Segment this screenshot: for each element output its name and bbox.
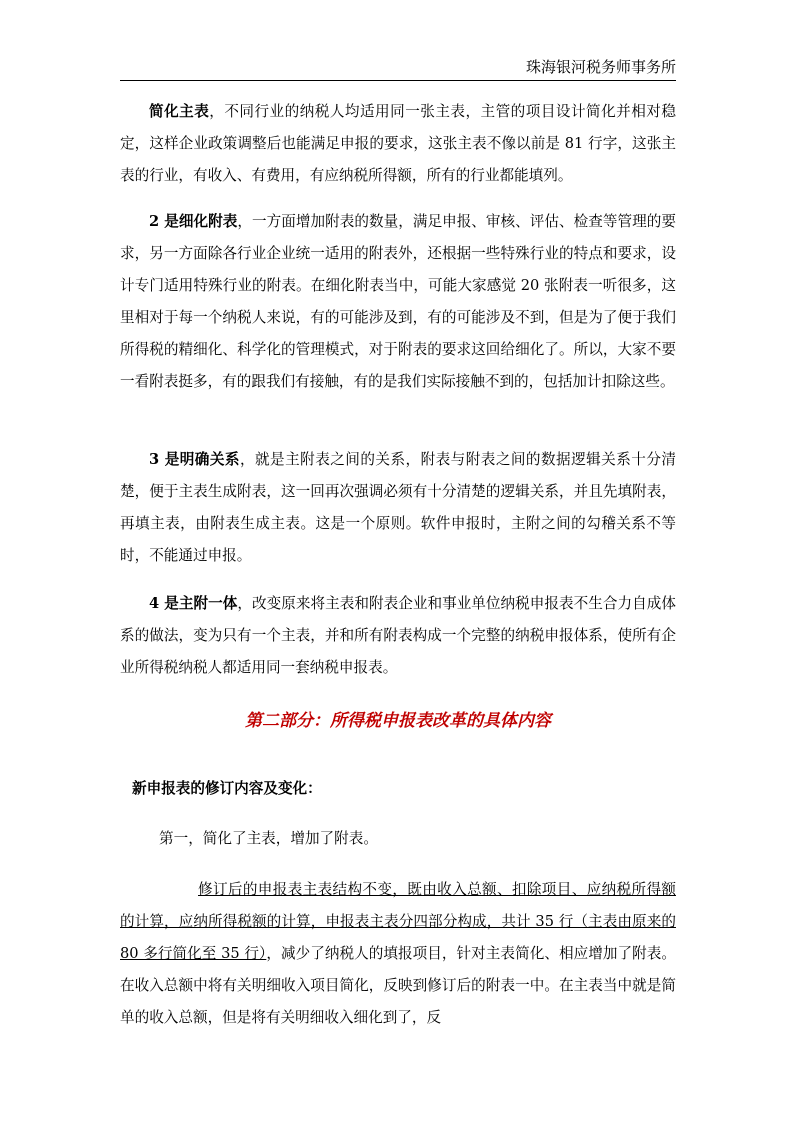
paragraph-lead: 3 是明确关系	[149, 451, 240, 468]
section-title: 第二部分：所得税申报表改革的具体内容	[245, 711, 551, 731]
paragraph-text: ，减少了纳税人的填报项目，针对主表简化、相应增加了附表。在收入总额中将有关明细收入项目简化，反映到修订后的附表一中。在主表当中就是简单的收入总额，但是将有关明细收入细化到了，反	[120, 945, 676, 1026]
paragraph-revision-details	[120, 874, 676, 1034]
point-one: 第一，简化了主表，增加了附表。	[159, 830, 378, 847]
paragraph-text: ，不同行业的纳税人均适用同一张主表，主管的项目设计简化并相对稳定，这样企业政策调整后也能满足申报的要求，这张主表不像以前是 81 行字，这张主表的行业，有收入、有费用，有应纳税所得额，所有的行业都能填列。	[120, 103, 676, 184]
paragraph-lead: 4 是主附一体	[149, 595, 238, 612]
page-header	[120, 56, 676, 81]
paragraph-simplify-main-table	[120, 96, 676, 192]
paragraph-text: ，一方面增加附表的数量，满足申报、审核、评估、检查等管理的要求，另一方面除各行业企业统一适用的附表外，还根据一些特殊行业的特点和要求，设计专门适用特殊行业的附表。在细化附表当中，可能大家感觉 20 张附表一听很多，这里相对于每一个纳税人来说，有的可能涉及到，有的可能涉及不到，但是为了便于我们所得税的精细化、科学化的管理模式，对于附表的要求这回给细化了。所以，大家不要一看附表挺多，有的跟我们有接触，有的是我们实际接触不到的，包括加计扣除这些。	[120, 213, 676, 390]
firm-name: 珠海银河税务师事务所	[525, 58, 676, 76]
paragraph-integrate-main-attached	[120, 588, 676, 684]
underlined-text: 修订后的申报表主表结构不变，既由收入总额、扣除项目、应纳税所得额的计算，应纳所得税额的计算，申报表主表分四部分构成，共计 35 行（主表由原来的 80 多行简化至 35 行）	[120, 881, 676, 962]
paragraph-lead: 2 是细化附表	[149, 213, 238, 230]
paragraph-refine-attached-tables	[120, 206, 676, 398]
subheading: 新申报表的修订内容及变化：	[132, 780, 322, 797]
paragraph-text: ，改变原来将主表和附表企业和事业单位纳税申报表不生合力自成体系的做法，变为只有一个主表，并和所有附表构成一个完整的纳税申报体系，使所有企业所得税纳税人都适用同一套纳税申报表。	[120, 595, 676, 676]
paragraph-clarify-relations	[120, 444, 676, 572]
paragraph-text: ，就是主附表之间的关系，附表与附表之间的数据逻辑关系十分清楚，便于主表生成附表，这一回再次强调必须有十分清楚的逻辑关系，并且先填附表，再填主表，由附表生成主表。这是一个原则。软件申报时，主附之间的勾稽关系不等时，不能通过申报。	[120, 451, 676, 564]
paragraph-lead: 简化主表	[149, 103, 210, 120]
